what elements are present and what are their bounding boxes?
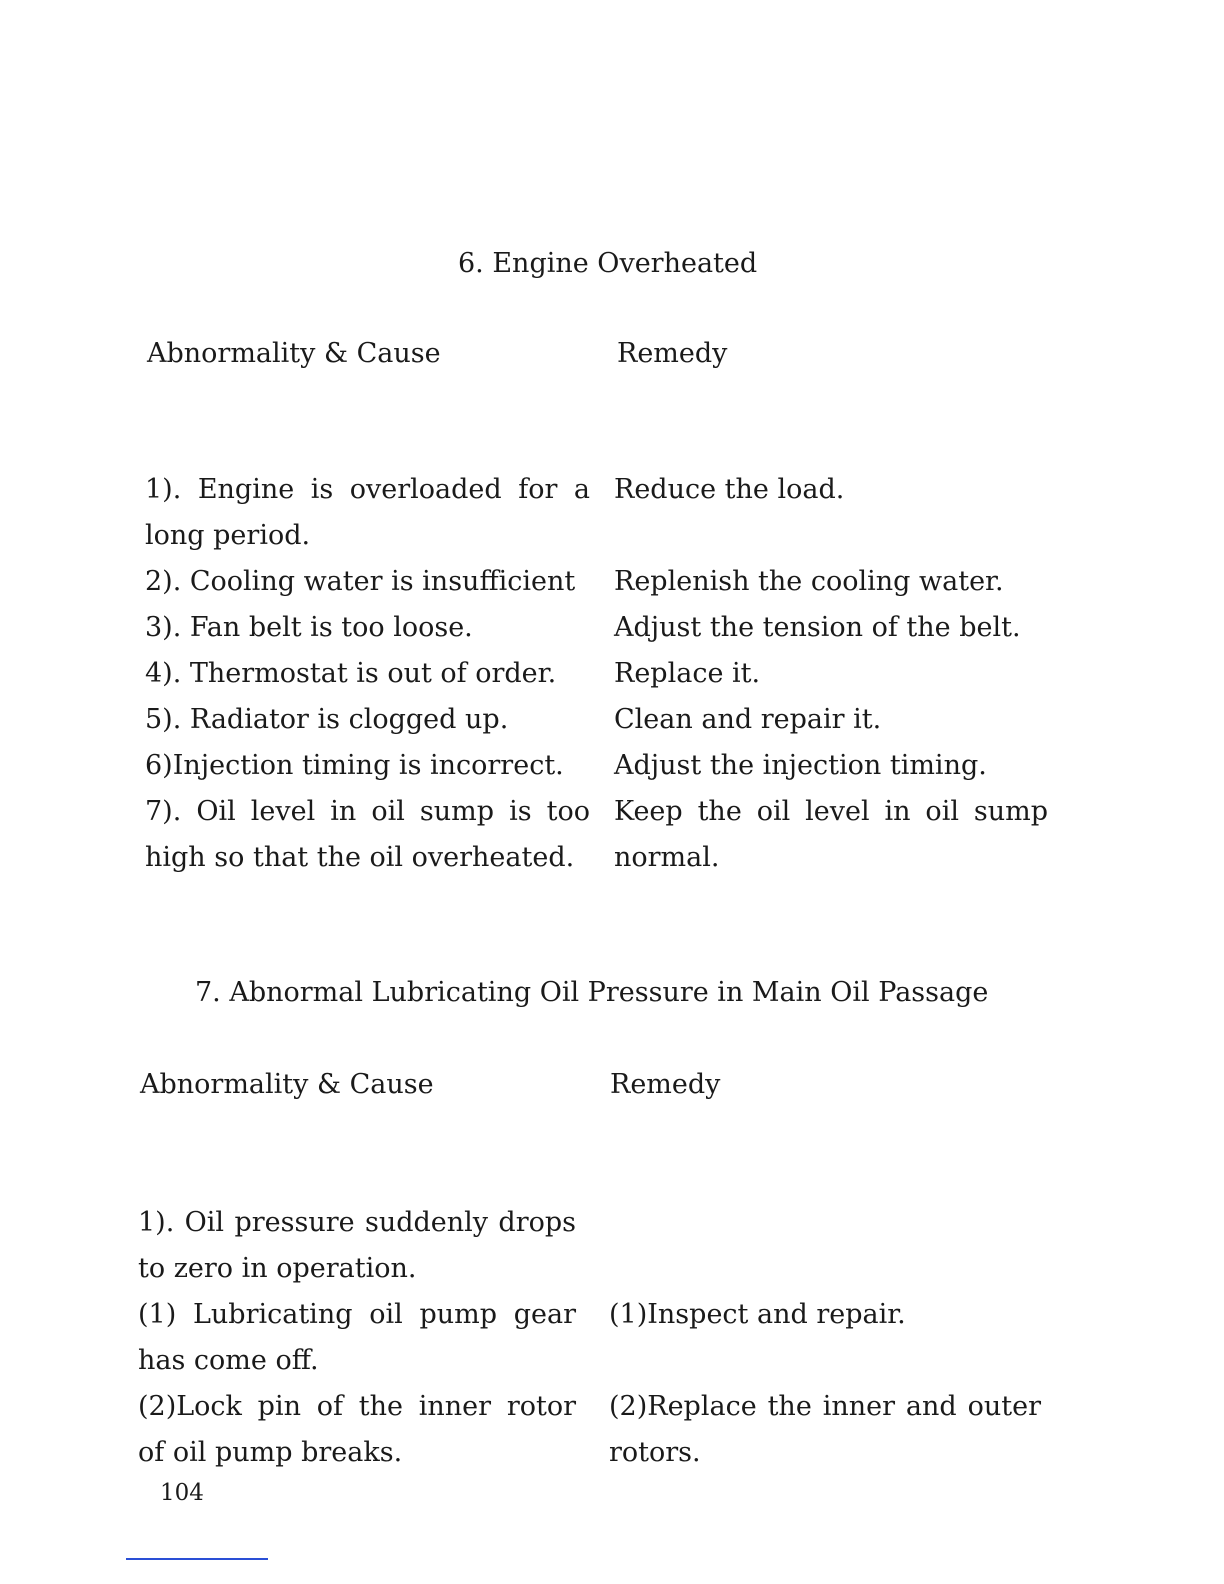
remedy-line: Adjust the tension of the belt. <box>614 612 1021 643</box>
remedy-line: Adjust the injection timing. <box>614 750 987 781</box>
footer-rule <box>126 1558 268 1560</box>
cause-line: of oil pump breaks. <box>138 1437 403 1468</box>
remedy-line: (2)Replace the inner and outer <box>609 1391 1041 1422</box>
section-6-remedy-header: Remedy <box>617 338 728 369</box>
section-6-title: 6. Engine Overheated <box>458 248 758 279</box>
section-7-cause-column <box>138 1200 576 1476</box>
cause-line: high so that the oil overheated. <box>145 842 575 873</box>
cause-line: (2)Lock pin of the inner rotor <box>138 1391 576 1422</box>
section-6-cause-column <box>145 467 590 881</box>
page-number: 104 <box>160 1480 204 1506</box>
section-7-remedy-header: Remedy <box>610 1069 721 1100</box>
remedy-line: Reduce the load. <box>614 474 845 505</box>
remedy-line: rotors. <box>609 1437 701 1468</box>
cause-line: long period. <box>145 520 311 551</box>
section-6-cause-header: Abnormality & Cause <box>147 338 441 369</box>
remedy-line: (1)Inspect and repair. <box>609 1299 906 1330</box>
cause-line: 5). Radiator is clogged up. <box>145 704 509 735</box>
cause-line: 1). Engine is overloaded for a <box>145 474 590 505</box>
remedy-line: normal. <box>614 842 720 873</box>
cause-line: 1). Oil pressure suddenly drops <box>138 1207 576 1238</box>
section-6-remedy-column <box>614 467 1048 881</box>
cause-line: 7). Oil level in oil sump is too <box>145 796 590 827</box>
remedy-line: Clean and repair it. <box>614 704 882 735</box>
remedy-line: Replenish the cooling water. <box>614 566 1004 597</box>
cause-line: to zero in operation. <box>138 1253 417 1284</box>
remedy-line: Replace it. <box>614 658 761 689</box>
section-7-title: 7. Abnormal Lubricating Oil Pressure in Main Oil Passage <box>195 977 989 1008</box>
cause-line: has come off. <box>138 1345 319 1376</box>
cause-line: 3). Fan belt is too loose. <box>145 612 473 643</box>
cause-line: (1) Lubricating oil pump gear <box>138 1299 576 1330</box>
cause-line: 2). Cooling water is insufficient <box>145 566 576 597</box>
section-7-cause-header: Abnormality & Cause <box>140 1069 434 1100</box>
remedy-line: Keep the oil level in oil sump <box>614 796 1048 827</box>
cause-line: 4). Thermostat is out of order. <box>145 658 557 689</box>
section-7-remedy-column <box>609 1292 1041 1476</box>
cause-line: 6)Injection timing is incorrect. <box>145 750 564 781</box>
